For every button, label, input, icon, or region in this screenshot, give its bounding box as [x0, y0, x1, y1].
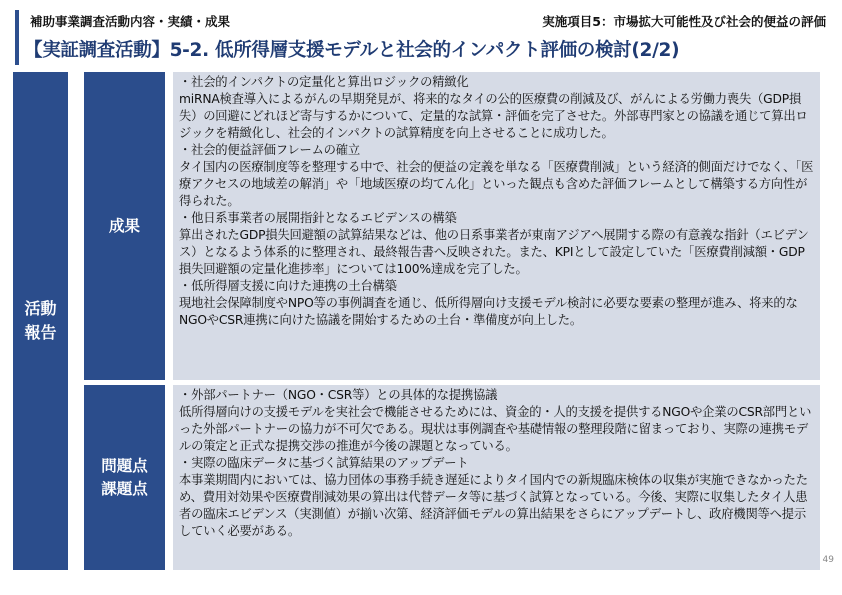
- side-label-text: 活動報告: [24, 299, 57, 342]
- results-text-2: タイ国内の医療制度等を整理する中で、社会的便益の定義を単なる「医療費削減」という経済的側面だけでなく、「医療アクセスの地域差の解消」や「地域医療の均てん化」といった観点も含めた評価フレームとして構築する方向性が得られた。: [179, 160, 814, 208]
- issues-text-1: 低所得層向けの支援モデルを実社会で機能させるためには、資金的・人的支援を提供するNGOや企業のCSR部門といった外部パートナーの協力が不可欠である。現状は事例調査や基礎情報の整理段階に留まっており、実際の連携モデルの策定と正式な提携交渉の推進が今後の課題となっている。: [179, 405, 812, 453]
- section-content-results: [173, 72, 820, 380]
- issues-heading-1: ・外部パートナー（NGO・CSR等）との具体的な提携協議: [179, 388, 498, 402]
- section-label-results: [84, 72, 165, 380]
- results-text-3: 算出されたGDP損失回避額の試算結果などは、他の日系事業者が東南アジアへ展開する際の有意義な指針（エビデンス）となるよう体系的に整理され、最終報告書へ反映された。また、KPIとして設定していた「医療費削減額・GDP損失回避額の定量化進捗率」については100%達成を完了した。: [179, 228, 809, 276]
- results-heading-3: ・他日系事業者の展開指針となるエビデンスの構築: [179, 211, 457, 225]
- results-text-4: 現地社会保障制度やNPO等の事例調査を通じ、低所得層向け支援モデル検討に必要な要素の整理が進み、将来的なNGOやCSR連携に向けた協議を開始するための土台・準備度が向上した。: [179, 296, 798, 327]
- page-number: 49: [822, 555, 834, 565]
- header-left: 補助事業調査活動内容・実績・成果: [30, 14, 231, 29]
- issues-heading-2: ・実際の臨床データに基づく試算結果のアップデート: [179, 456, 469, 470]
- side-label: [13, 72, 68, 570]
- section-label-results-text: 成果: [108, 216, 140, 235]
- results-heading-1: ・社会的インパクトの定量化と算出ロジックの精緻化: [179, 75, 469, 89]
- issues-text-2: 本事業期間内においては、協力団体の事務手続き遅延によりタイ国内での新規臨床検体の収集が実施できなかったため、費用対効果や医療費削減効果の算出は代替データ等に基づく試算となっている。今後、実際に収集したタイ人患者の臨床エビデンス（実測値）が揃い次第、経済評価モデルの算出結果をさらにアップデートし、政府機関等へ提示していく必要がある。: [179, 473, 808, 538]
- header-right: 実施項目5：市場拡大可能性及び社会的便益の評価: [542, 14, 826, 29]
- results-heading-4: ・低所得層支援に向けた連携の土台構築: [179, 279, 397, 293]
- results-text-1: miRNA検査導入によるがんの早期発見が、将来的なタイの公的医療費の削減及び、がんによる労働力喪失（GDP損失）の回避にどれほど寄与するかについて、定量的な試算・評価を完了させた。外部専門家との協議を通じて算出ロジックを精緻化し、社会的インパクトの試算精度を向上させることに成功した。: [179, 92, 808, 140]
- section-label-issues: [84, 385, 165, 570]
- results-heading-2: ・社会的便益評価フレームの確立: [179, 143, 360, 157]
- accent-bar: [15, 10, 19, 65]
- section-label-issues-text: 問題点 課題点: [101, 456, 148, 498]
- section-content-issues: [173, 385, 820, 570]
- page-title: 【実証調査活動】5-2. 低所得層支援モデルと社会的インパクト評価の検討(2/2): [24, 40, 680, 61]
